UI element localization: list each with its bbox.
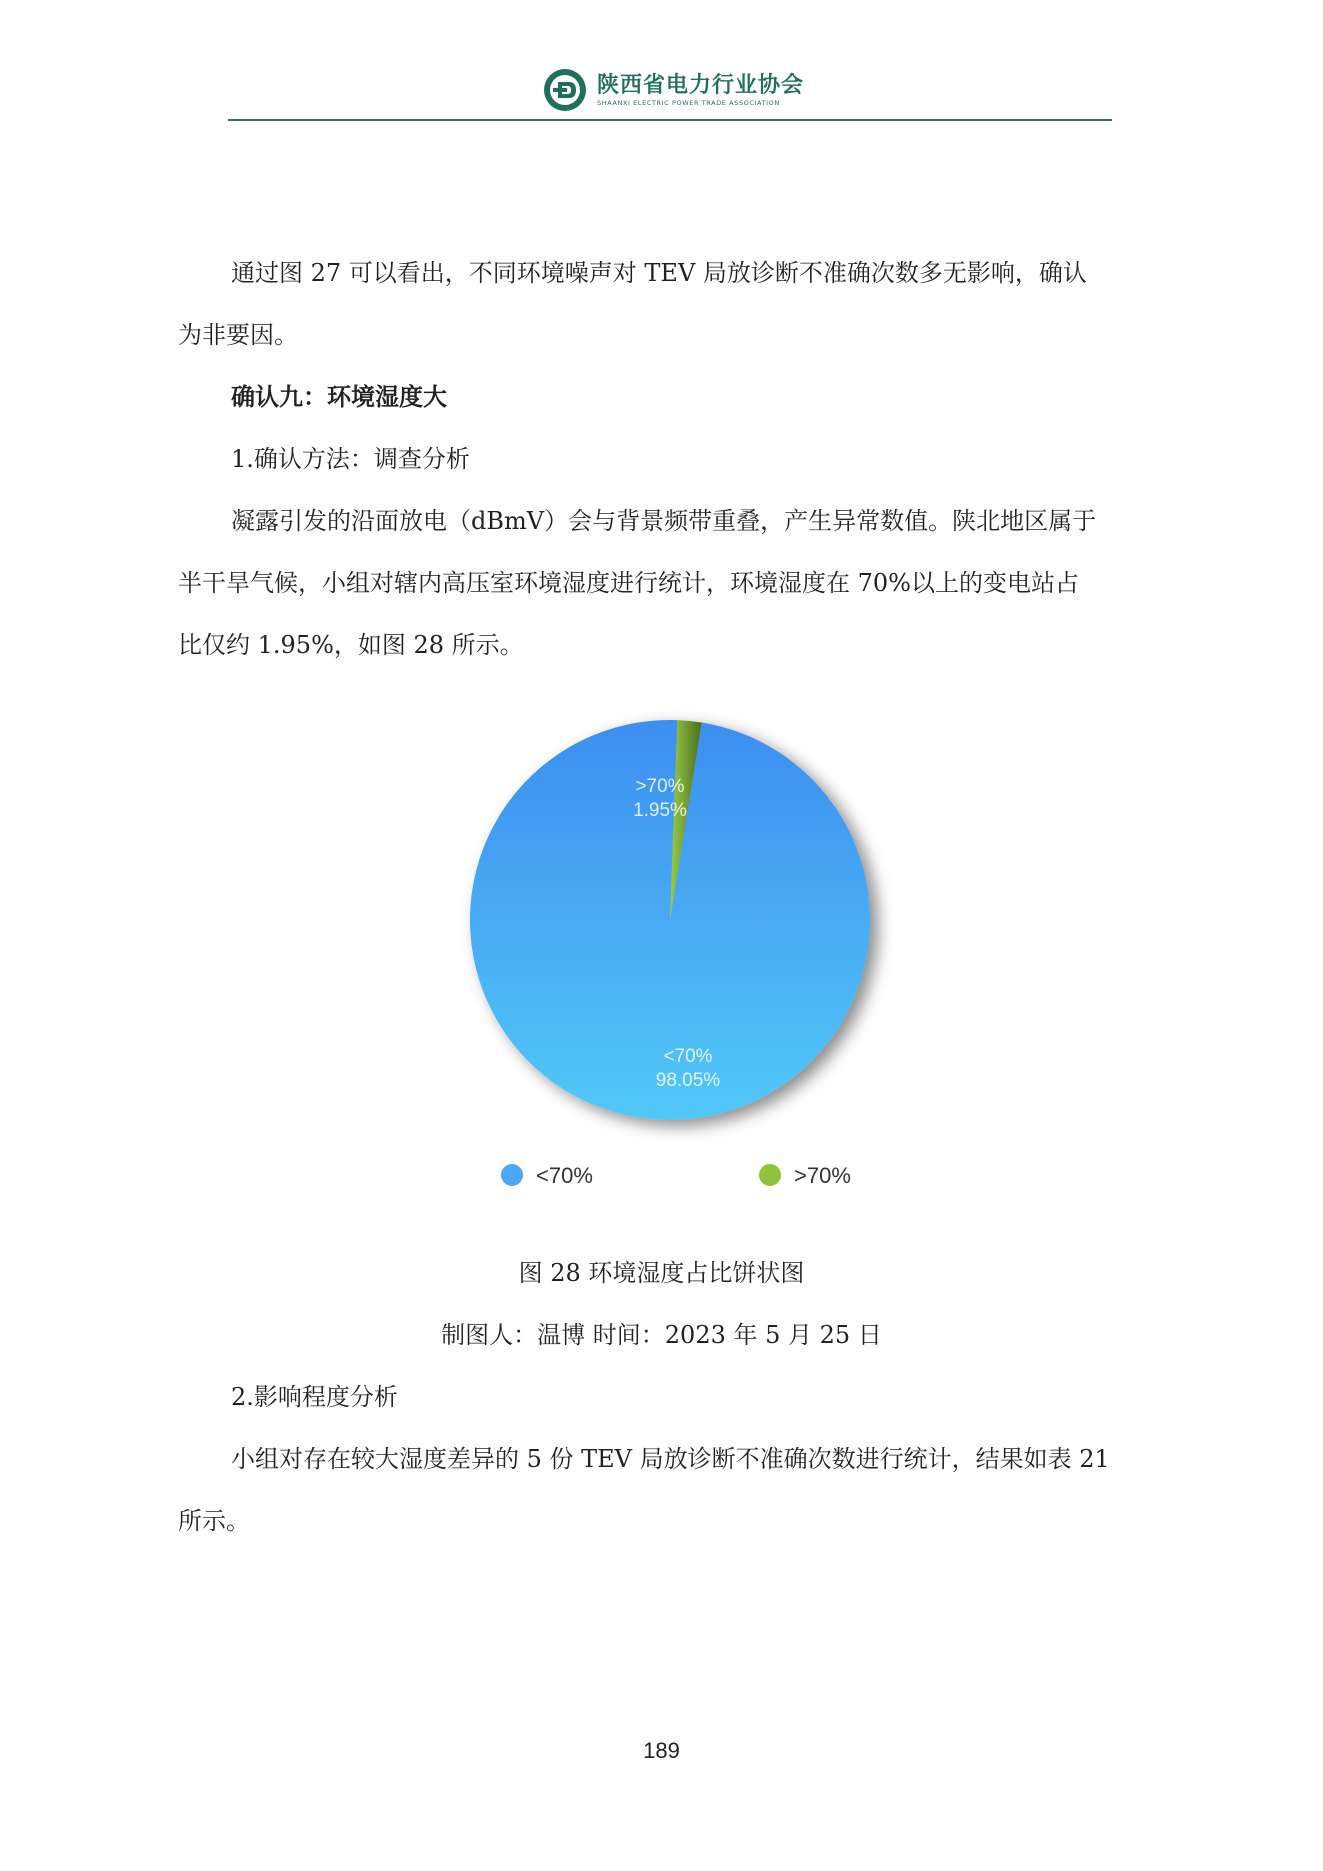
pie-label-below-70-value: 98.05% [655, 1070, 721, 1091]
paragraph-1-line-1: 通过图 27 可以看出，不同环境噪声对 TEV 局放诊断不准确次数多无影响，确认 [231, 259, 1087, 287]
pie-label-above-70-category: >70% [635, 776, 685, 797]
header-divider [228, 119, 1112, 121]
pie-label-above-70-value: 1.95% [633, 800, 687, 821]
logo-emblem-icon [543, 68, 587, 112]
page-header [0, 0, 1323, 125]
humidity-pie-chart [460, 700, 920, 1200]
legend-item-below-70-marker [501, 1164, 523, 1186]
paragraph-2-line-1: 凝露引发的沿面放电（dBmV）会与背景频带重叠，产生异常数值。陕北地区属于 [231, 507, 1097, 535]
section-heading-confirm-9: 确认九：环境湿度大 [231, 383, 447, 411]
org-name-cn: 陕西省电力行业协会 [597, 72, 805, 98]
pie-label-below-70-category: <70% [663, 1046, 713, 1067]
legend-item-above-70-marker [759, 1164, 781, 1186]
impact-heading: 2.影响程度分析 [231, 1383, 398, 1411]
association-logo [543, 68, 804, 112]
legend-item-above-70-label: >70% [794, 1163, 851, 1188]
org-name-en: SHAANXI ELECTRIC POWER TRADE ASSOCIATION [597, 98, 780, 107]
legend-item-below-70-label: <70% [536, 1163, 593, 1188]
paragraph-1-line-2: 为非要因。 [178, 321, 298, 349]
paragraph-3-line-1: 小组对存在较大湿度差异的 5 份 TEV 局放诊断不准确次数进行统计，结果如表 21 [231, 1445, 1110, 1473]
page-number: 189 [643, 1738, 680, 1763]
paragraph-2-line-3: 比仅约 1.95%，如图 28 所示。 [178, 631, 524, 659]
paragraph-2-line-2: 半干旱气候，小组对辖内高压室环境湿度进行统计，环境湿度在 70%以上的变电站占 [178, 569, 1079, 597]
figure-author: 制图人：温博 时间：2023 年 5 月 25 日 [441, 1321, 882, 1349]
method-heading: 1.确认方法：调查分析 [231, 445, 470, 473]
figure-caption: 图 28 环境湿度占比饼状图 [518, 1259, 805, 1287]
paragraph-3-line-2: 所示。 [178, 1507, 250, 1535]
